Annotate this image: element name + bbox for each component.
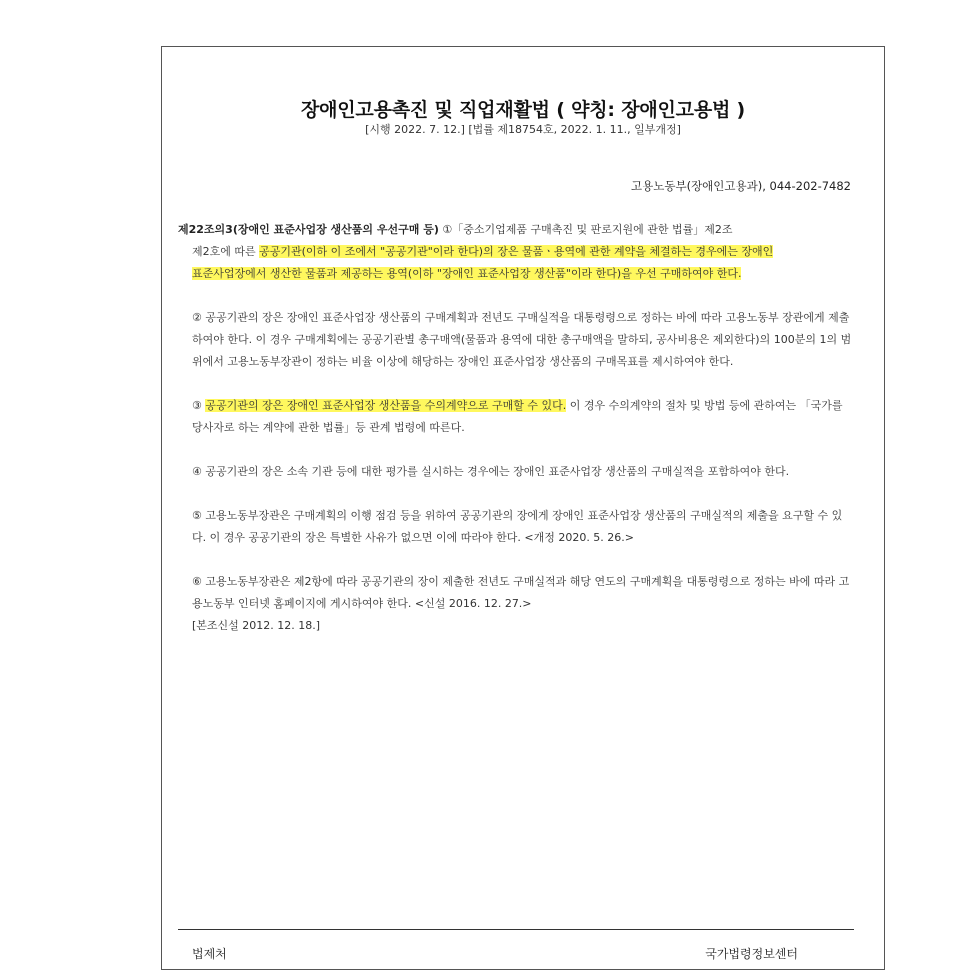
paragraph-6: ⑥ 고용노동부장관은 제2항에 따라 공공기관의 장이 제출한 전년도 구매실적과 해당 연도의 구매계획을 대통령령으로 정하는 바에 따라 고용노동부 인터넷 홈페이지에 게시하여야 한다. <신설 2016. 12. 27.>	[192, 575, 850, 610]
footer-source: 국가법령정보센터	[705, 947, 798, 961]
paragraph-4: ④ 공공기관의 장은 소속 기관 등에 대한 평가를 실시하는 경우에는 장애인 표준사업장 생산품의 구매실적을 포함하여야 한다.	[192, 465, 790, 478]
paragraph-1-plain: 제2호에 따른	[192, 245, 260, 258]
paragraph-5: ⑤ 고용노동부장관은 구매계획의 이행 점검 등을 위하여 공공기관의 장에게 장애인 표준사업장 생산품의 구매실적의 제출을 요구할 수 있다. 이 경우 공공기관의 장은 특별한 사유가 없으면 이에 따라야 한다. <개정 2020. 5. 26.>	[192, 509, 843, 544]
article-body	[178, 219, 854, 637]
paragraph-3	[178, 395, 854, 439]
document-subtitle: [시행 2022. 7. 12.] [법률 제18754호, 2022. 1. 11., 일부개정]	[365, 123, 681, 136]
article-heading: 제22조의3(장애인 표준사업장 생산품의 우선구매 등)	[178, 223, 439, 236]
paragraph-1-continued	[178, 241, 854, 263]
footer-divider	[178, 929, 854, 930]
ministry-contact: 고용노동부(장애인고용과), 044-202-7482	[631, 179, 851, 193]
paragraph-3-number: ③	[192, 399, 206, 412]
paragraph-1-highlight: 공공기관(이하 이 조에서 "공공기관"이라 한다)의 장은 물품ㆍ용역에 관한 계약을 체결하는 경우에는 장애인	[259, 245, 774, 258]
paragraph-1-end	[178, 263, 854, 285]
paragraph-3-rest: 이 경우 수의계약의 절차 및 방법 등에 관하여는 「국가를 당사자로 하는 계약에 관한 법률」등 관계 법령에 따른다.	[192, 399, 843, 434]
document-title: 장애인고용촉진 및 직업재활법 ( 약칭: 장애인고용법 )	[300, 99, 746, 121]
paragraph-1-intro: ①「중소기업제품 구매촉진 및 판로지원에 관한 법률」제2조	[442, 223, 733, 236]
article-heading-line	[178, 219, 854, 241]
footer-publisher: 법제처	[192, 947, 227, 961]
paragraph-2: ② 공공기관의 장은 장애인 표준사업장 생산품의 구매계획과 전년도 구매실적을 대통령령으로 정하는 바에 따라 고용노동부 장관에게 제출하여야 한다. 이 경우 구매계획에는 공공기관별 총구매액(물품과 용역에 대한 총구매액을 말하되, 공사비용은 제외한다)의 100분의 1의 범위에서 고용노동부장관이 정하는 비율 이상에 해당하는 장애인 표준사업장 생산품의 구매목표를 제시하여야 한다.	[192, 311, 852, 368]
article-note: [본조신설 2012. 12. 18.]	[192, 619, 321, 632]
paragraph-3-highlight: 공공기관의 장은 장애인 표준사업장 생산품을 수의계약으로 구매할 수 있다.	[205, 399, 567, 412]
paragraph-1-highlight-end: 표준사업장에서 생산한 물품과 제공하는 용역(이하 "장애인 표준사업장 생산품"이라 한다)을 우선 구매하여야 한다.	[192, 267, 742, 280]
document-page	[161, 46, 885, 970]
